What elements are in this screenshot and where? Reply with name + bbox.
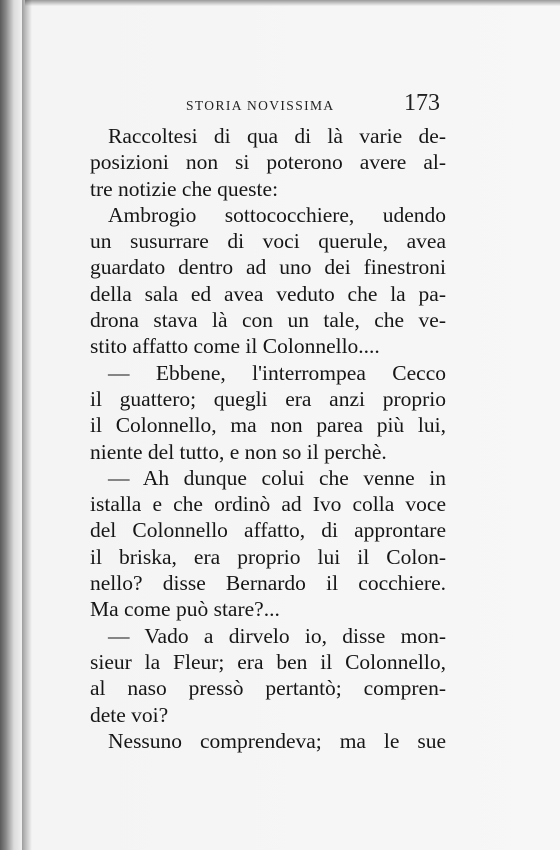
- binding-shadow: [22, 0, 32, 850]
- text-line: della sala ed avea veduto che la pa-: [90, 281, 446, 306]
- text-line: stito affatto come il Colonnello....: [90, 334, 380, 359]
- text-line: Ma come può stare?...: [90, 597, 280, 622]
- text-line: il Colonnello, ma non parea più lui,: [90, 413, 446, 438]
- text-line: Ambrogio sottococchiere, udendo: [108, 202, 446, 227]
- text-line: dete voi?: [90, 702, 169, 727]
- text-line: il guattero; quegli era anzi proprio: [90, 386, 446, 411]
- text-line: istalla e che ordinò ad Ivo colla voce: [90, 492, 446, 517]
- text-line: drona stava là con un tale, che ve-: [90, 308, 446, 333]
- page-number: 173: [404, 90, 440, 116]
- running-head: STORIA NOVISSIMA: [186, 98, 335, 113]
- text-line: il briska, era proprio lui il Colon-: [90, 544, 446, 569]
- text-line: Raccoltesi di qua di là varie de-: [108, 124, 446, 148]
- text-line: niente del tutto, e non so il perchè.: [90, 439, 387, 464]
- text-line: Nessuno comprendeva; ma le sue: [108, 728, 446, 753]
- page-top-edge: [25, 0, 560, 6]
- text-line: — Ah dunque colui che venne in: [108, 465, 446, 490]
- text-line: sieur la Fleur; era ben il Colonnello,: [90, 649, 446, 674]
- text-line: posizioni non si poterono avere al-: [90, 150, 446, 175]
- text-line: nello? disse Bernardo il cocchiere.: [90, 571, 446, 596]
- text-line: al naso pressò pertantò; compren-: [90, 676, 446, 701]
- body-text: [90, 123, 446, 754]
- text-line: guardato dentro ad uno dei finestroni: [90, 255, 446, 280]
- text-line: — Ebbene, l'interrompea Cecco: [108, 360, 446, 385]
- text-line: del Colonnello affatto, di approntare: [90, 518, 446, 543]
- text-line: tre notizie che queste:: [90, 176, 279, 201]
- text-line: — Vado a dirvelo io, disse mon-: [108, 623, 446, 648]
- text-line: un susurrare di voci querule, avea: [90, 229, 446, 254]
